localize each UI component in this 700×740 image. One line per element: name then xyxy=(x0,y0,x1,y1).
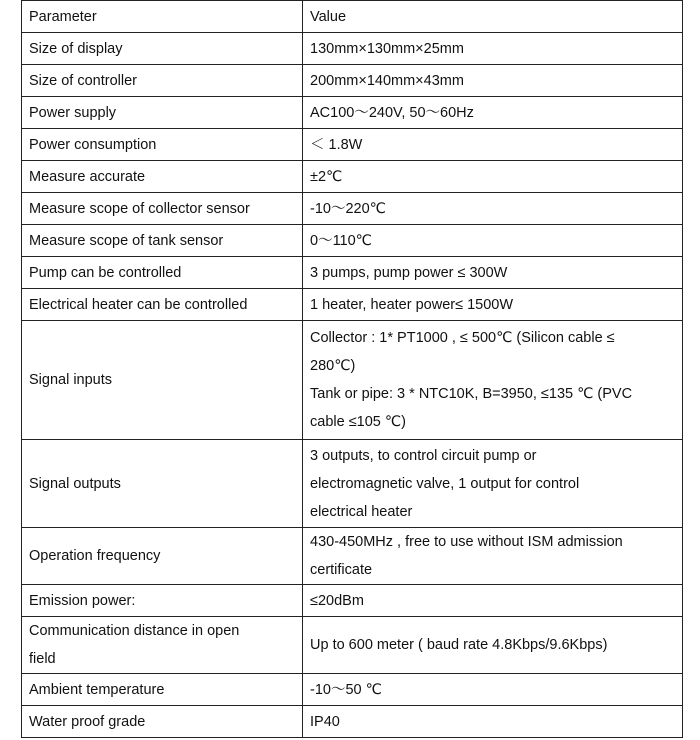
row-value xyxy=(303,440,683,528)
row-parameter: Water proof grade xyxy=(22,706,303,738)
table-row xyxy=(22,97,683,129)
row-value: 1 heater, heater power≤ 1500W xyxy=(303,289,683,321)
header-value: Value xyxy=(303,1,683,33)
value-line: 430-450MHz , free to use without ISM admission xyxy=(310,534,623,550)
row-parameter: Measure scope of tank sensor xyxy=(22,225,303,257)
row-parameter: Measure accurate xyxy=(22,161,303,193)
table-header-row xyxy=(22,1,683,33)
row-parameter: Signal outputs xyxy=(22,440,303,528)
header-parameter: Parameter xyxy=(22,1,303,33)
value-line: 280℃) xyxy=(310,358,356,374)
value-line: cable ≤105 ℃) xyxy=(310,414,406,430)
row-parameter: Size of controller xyxy=(22,65,303,97)
row-value: ±2℃ xyxy=(303,161,683,193)
value-line: electromagnetic valve, 1 output for control xyxy=(310,475,580,492)
table-row xyxy=(22,257,683,289)
row-value xyxy=(303,321,683,440)
row-parameter: Pump can be controlled xyxy=(22,257,303,289)
row-parameter: Signal inputs xyxy=(22,321,303,440)
table-row xyxy=(22,321,683,440)
table-row xyxy=(22,33,683,65)
row-value: 130mm×130mm×25mm xyxy=(303,33,683,65)
table-row xyxy=(22,193,683,225)
row-value: ＜ 1.8W xyxy=(303,129,683,161)
table-row xyxy=(22,706,683,738)
value-line: Tank or pipe: 3 * NTC10K, B=3950, ≤135 ℃ (PVC xyxy=(310,386,633,402)
row-value: AC100～240V, 50～60Hz xyxy=(303,97,683,129)
table-row xyxy=(22,129,683,161)
row-parameter: Electrical heater can be controlled xyxy=(22,289,303,321)
row-parameter: Ambient temperature xyxy=(22,674,303,706)
row-value: IP40 xyxy=(303,706,683,738)
row-value: -10～50 ℃ xyxy=(303,674,683,706)
row-value: 3 pumps, pump power ≤ 300W xyxy=(303,257,683,289)
table-row xyxy=(22,585,683,617)
row-value: 200mm×140mm×43mm xyxy=(303,65,683,97)
row-value: ≤20dBm xyxy=(303,585,683,617)
value-line: electrical heater xyxy=(310,503,413,520)
row-value: Up to 600 meter ( baud rate 4.8Kbps/9.6Kbps) xyxy=(303,617,683,674)
row-parameter: Operation frequency xyxy=(22,528,303,585)
table-row xyxy=(22,674,683,706)
table-row xyxy=(22,440,683,528)
table-row xyxy=(22,289,683,321)
parameter-line: field xyxy=(29,651,56,667)
row-value: 0～110℃ xyxy=(303,225,683,257)
table-row xyxy=(22,225,683,257)
table-row xyxy=(22,161,683,193)
row-value: -10～220℃ xyxy=(303,193,683,225)
table-row xyxy=(22,528,683,585)
parameter-line: Communication distance in open xyxy=(29,623,240,639)
row-parameter: Measure scope of collector sensor xyxy=(22,193,303,225)
row-parameter xyxy=(22,617,303,674)
row-parameter: Power consumption xyxy=(22,129,303,161)
table-row xyxy=(22,65,683,97)
value-line: Collector : 1* PT1000 , ≤ 500℃ (Silicon cable ≤ xyxy=(310,330,615,346)
value-line: 3 outputs, to control circuit pump or xyxy=(310,447,537,464)
row-parameter: Emission power: xyxy=(22,585,303,617)
row-value xyxy=(303,528,683,585)
table-row xyxy=(22,617,683,674)
specification-table xyxy=(21,0,683,738)
row-parameter: Size of display xyxy=(22,33,303,65)
value-line: certificate xyxy=(310,562,373,578)
row-parameter: Power supply xyxy=(22,97,303,129)
